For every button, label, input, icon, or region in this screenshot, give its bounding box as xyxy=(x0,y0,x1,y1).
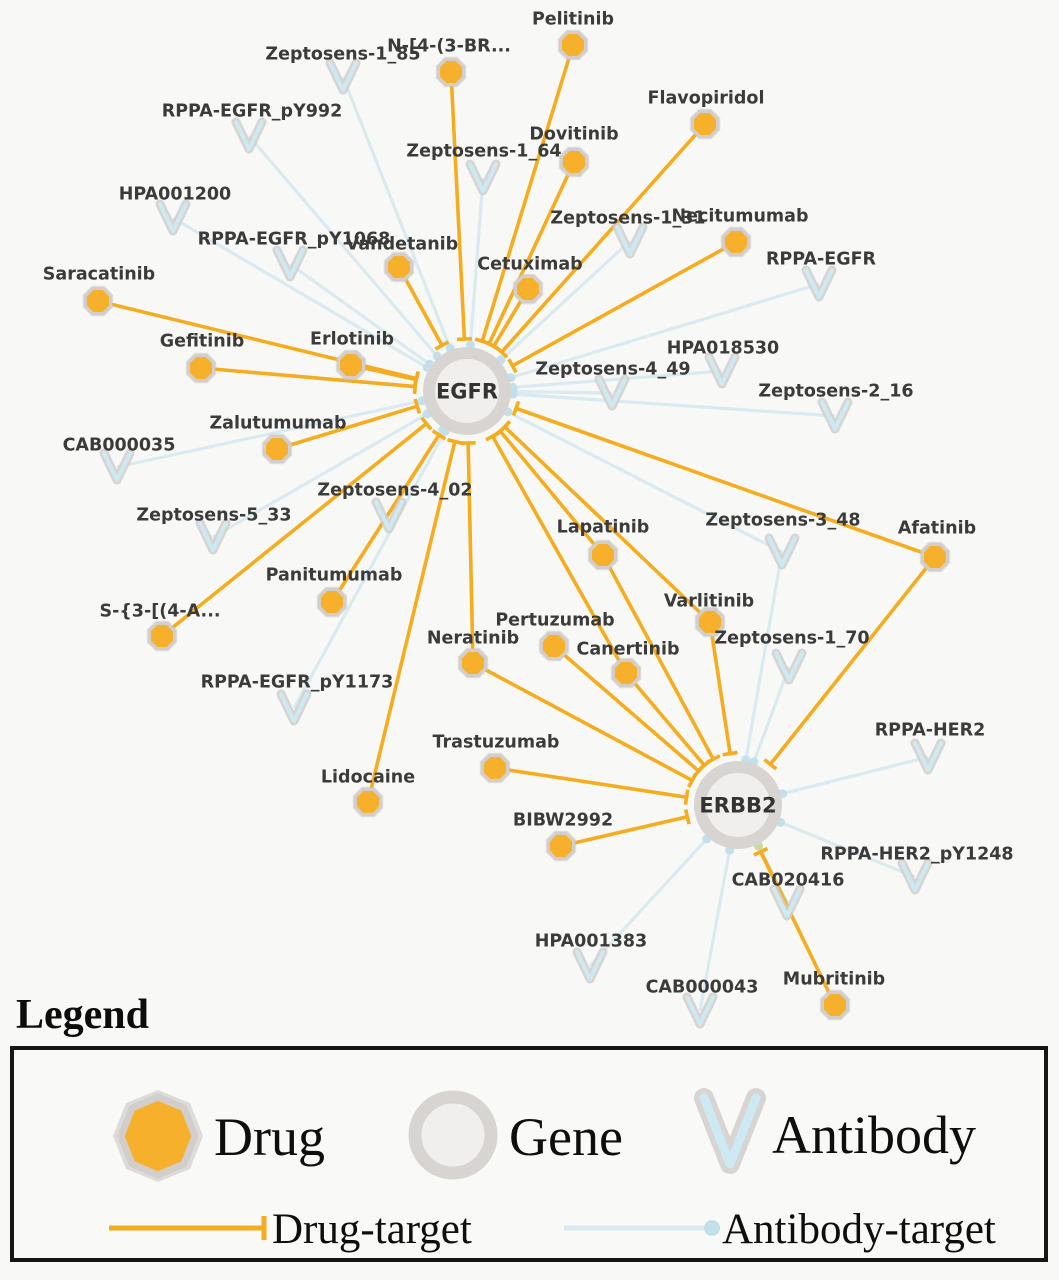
drug-node-pelitinib[interactable] xyxy=(558,30,588,60)
drug-octagon xyxy=(516,277,541,302)
antibody-label-hpa001383: HPA001383 xyxy=(534,931,648,952)
drug-node-zalutumumab[interactable] xyxy=(262,434,292,464)
drug-node-mubritinib[interactable] xyxy=(820,990,850,1020)
antibody-target-dot-icon xyxy=(704,1220,720,1236)
antibody-label-zeptosens-1-85: Zeptosens-1_85 xyxy=(265,44,421,65)
antibody-label-zeptosens-2-16: Zeptosens-2_16 xyxy=(758,381,914,402)
drug-node-n-4-3-br[interactable] xyxy=(436,57,466,87)
drug-label-panitumumab: Panitumumab xyxy=(265,565,403,586)
drug-label-s-3-4-a: S-{3-[(4-A... xyxy=(99,601,221,622)
drug-octagon xyxy=(265,437,290,462)
drug-target-tee xyxy=(685,790,687,805)
antibody-node-rppa-egfr[interactable] xyxy=(806,270,832,297)
drug-octagon xyxy=(150,624,175,649)
drug-node-flavopiridol[interactable] xyxy=(690,109,720,139)
labels-layer xyxy=(43,9,1014,997)
drug-node-afatinib[interactable] xyxy=(920,542,950,572)
drug-node-lidocaine[interactable] xyxy=(353,787,383,817)
drug-octagon xyxy=(561,33,586,58)
drug-label-neratinib: Neratinib xyxy=(426,628,520,649)
drug-target-tee xyxy=(448,440,463,444)
drug-label-afatinib: Afatinib xyxy=(897,518,977,539)
drug-octagon xyxy=(339,353,364,378)
drug-node-lapatinib[interactable] xyxy=(588,540,618,570)
drug-octagon xyxy=(693,112,718,137)
drug-octagon xyxy=(923,545,948,570)
legend-drug-label: Drug xyxy=(214,1107,325,1167)
gene-node-erbb2[interactable] xyxy=(699,767,776,843)
legend-antibody-icon xyxy=(680,1076,780,1188)
drug-label-mubritinib: Mubritinib xyxy=(782,969,886,990)
drug-label-necitumumab: Necitumumab xyxy=(671,206,809,227)
gene-label-erbb2: ERBB2 xyxy=(699,793,777,818)
drug-node-dovitinib[interactable] xyxy=(559,147,589,177)
drug-node-cetuximab[interactable] xyxy=(513,274,543,304)
antibody-label-rppa-egfr-py992: RPPA-EGFR_pY992 xyxy=(161,101,343,122)
legend-drug-icon xyxy=(106,1084,210,1188)
drug-label-flavopiridol: Flavopiridol xyxy=(647,88,765,109)
drug-label-canertinib: Canertinib xyxy=(576,639,680,660)
antibody-node-zeptosens-1-85[interactable] xyxy=(330,63,356,90)
drug-octagon xyxy=(591,543,616,568)
drug-label-cetuximab: Cetuximab xyxy=(477,254,583,275)
drug-node-saracatinib[interactable] xyxy=(83,286,113,316)
drug-node-gefitinib[interactable] xyxy=(186,353,216,383)
antibody-label-rppa-her2-py1248: RPPA-HER2_pY1248 xyxy=(820,844,1014,865)
drug-octagon xyxy=(542,634,567,659)
antibody-node-rppa-her2[interactable] xyxy=(915,743,941,770)
drug-octagon xyxy=(483,756,508,781)
drug-target-tee xyxy=(686,809,689,824)
drug-label-varlitinib: Varlitinib xyxy=(663,591,755,612)
drug-target-tee xyxy=(514,401,519,415)
drug-octagon-icon xyxy=(121,1097,195,1175)
drug-octagon xyxy=(724,230,749,255)
drug-node-trastuzumab[interactable] xyxy=(480,753,510,783)
drug-target-tee xyxy=(723,752,738,754)
antibody-label-zeptosens-1-70: Zeptosens-1_70 xyxy=(714,628,870,649)
drug-target-edge-n-4-3-br-egfr xyxy=(451,72,464,339)
drug-node-vandetanib[interactable] xyxy=(384,252,414,282)
legend-gene-label: Gene xyxy=(509,1107,623,1167)
antibody-node-zeptosens-1-70[interactable] xyxy=(776,653,802,680)
drug-target-tee xyxy=(457,339,472,340)
antibody-label-rppa-her2: RPPA-HER2 xyxy=(874,720,986,741)
drug-node-s-3-4-a[interactable] xyxy=(147,621,177,651)
antibody-label-zeptosens-3-48: Zeptosens-3_48 xyxy=(705,510,861,531)
gene-label-egfr: EGFR xyxy=(435,379,499,404)
antibody-node-hpa018530[interactable] xyxy=(709,357,735,384)
drug-octagon xyxy=(387,255,412,280)
drug-octagon xyxy=(549,834,574,859)
antibody-label-cab020416: CAB020416 xyxy=(731,870,845,891)
drug-node-neratinib[interactable] xyxy=(458,648,488,678)
drug-node-erlotinib[interactable] xyxy=(336,350,366,380)
drug-octagon xyxy=(320,590,345,615)
drug-octagon xyxy=(461,651,486,676)
antibody-label-rppa-egfr: RPPA-EGFR xyxy=(765,249,877,270)
drug-label-trastuzumab: Trastuzumab xyxy=(432,732,560,753)
antibody-node-zeptosens-1-64[interactable] xyxy=(470,164,496,191)
antibody-node-rppa-egfr-py1068[interactable] xyxy=(277,250,303,277)
gene-node-egfr[interactable] xyxy=(429,353,505,429)
drug-target-edge-trastuzumab-erbb2 xyxy=(495,768,687,797)
antibody-label-zeptosens-1-64: Zeptosens-1_64 xyxy=(406,141,562,162)
drug-octagon xyxy=(614,661,639,686)
drug-label-erlotinib: Erlotinib xyxy=(310,329,394,350)
antibody-node-hpa001200[interactable] xyxy=(160,204,186,231)
antibody-label-zeptosens-4-49: Zeptosens-4_49 xyxy=(535,359,691,380)
antibody-target-edge-zeptosens-4-49-egfr xyxy=(513,392,612,393)
antibody-label-zeptosens-5-33: Zeptosens-5_33 xyxy=(136,505,292,526)
drug-label-pertuzumab: Pertuzumab xyxy=(495,610,615,631)
antibody-target-edge-rppa-her2-erbb2 xyxy=(783,757,928,794)
antibody-label-hpa018530: HPA018530 xyxy=(666,338,780,359)
drug-label-bibw2992: BIBW2992 xyxy=(512,810,614,831)
drug-label-gefitinib: Gefitinib xyxy=(159,331,245,352)
drug-label-vandetanib: Vandetanib xyxy=(345,234,459,255)
legend-title: Legend xyxy=(16,992,150,1038)
drug-octagon xyxy=(189,356,214,381)
drug-node-canertinib[interactable] xyxy=(611,658,641,688)
legend-gene-icon xyxy=(405,1087,501,1183)
antibody-label-hpa001200: HPA001200 xyxy=(118,184,232,205)
drug-node-pertuzumab[interactable] xyxy=(539,631,569,661)
drug-node-panitumumab[interactable] xyxy=(317,587,347,617)
legend-antibody-label: Antibody xyxy=(772,1105,977,1165)
drug-label-dovitinib: Dovitinib xyxy=(529,124,619,145)
drug-octagon xyxy=(356,790,381,815)
drug-target-tee xyxy=(415,372,418,387)
gene-ring-icon xyxy=(415,1097,491,1173)
drug-label-zalutumumab: Zalutumumab xyxy=(209,413,347,434)
antibody-label-rppa-egfr-py1173: RPPA-EGFR_pY1173 xyxy=(200,672,394,693)
drug-label-lidocaine: Lidocaine xyxy=(320,767,416,788)
antibody-label-rppa-egfr-py1068: RPPA-EGFR_pY1068 xyxy=(197,229,391,250)
antibody-label-zeptosens-1-31: Zeptosens-1_31 xyxy=(550,208,706,229)
drug-octagon xyxy=(823,993,848,1018)
drug-node-necitumumab[interactable] xyxy=(721,227,751,257)
legend-box xyxy=(10,1046,1048,1262)
drug-label-lapatinib: Lapatinib xyxy=(556,517,650,538)
antibody-label-cab000035: CAB000035 xyxy=(62,435,176,456)
antibody-label-cab000043: CAB000043 xyxy=(645,977,759,998)
legend-antibody-target-icon xyxy=(562,1214,732,1242)
drug-octagon xyxy=(86,289,111,314)
legend-antibody-target-label: Antibody-target xyxy=(722,1206,996,1253)
drug-octagon xyxy=(439,60,464,85)
legend-drug-target-icon xyxy=(107,1214,279,1242)
drug-node-bibw2992[interactable] xyxy=(546,831,576,861)
legend-drug-target-label: Drug-target xyxy=(272,1206,472,1253)
drug-label-n-4-3-br: N-[4-(3-BR... xyxy=(387,36,511,57)
antibody-label-zeptosens-4-02: Zeptosens-4_02 xyxy=(317,480,473,501)
drug-label-pelitinib: Pelitinib xyxy=(531,9,615,30)
drug-label-saracatinib: Saracatinib xyxy=(42,264,156,285)
drug-octagon xyxy=(562,150,587,175)
